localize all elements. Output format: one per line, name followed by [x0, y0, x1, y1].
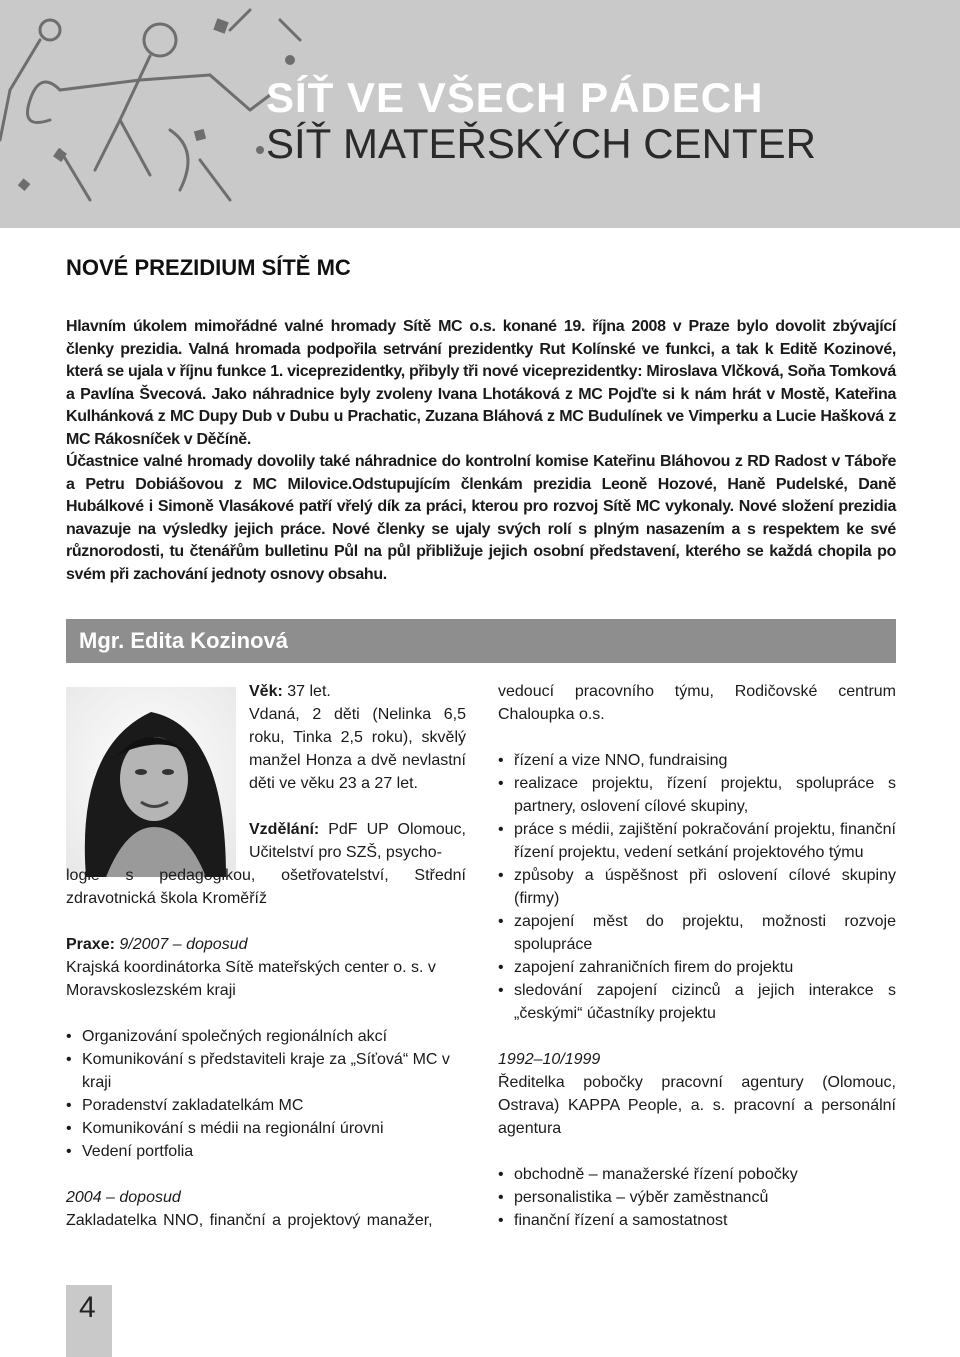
- spacer: [498, 1140, 896, 1163]
- intro-paragraph: Hlavním úkolem mimořádné valné hromady Sítě MC o.s. konané 19. října 2008 v Praze bylo dovolit zbývající členky prezidia. Valná hromada podpořila setrvání prezidentky Rut Kolínské ve funkci, a tak k Editě Kozinové, která se ujala v říjnu funkce 1. viceprezidentky, přibyly tři nové viceprezidentky: Miroslava Vlčková, Soňa Tomková a Pavlína Švecová. Jako náhradnice byly zvoleny Ivana Lhotáková z MC Pojďte si k nám hrát v Mostě, Kateřina Kulhánková z MC Dupy Dub v Dubu u Prachatic, Zuzana Bláhová z MC Budulínek ve Vimperku a Lucie Hašková z MC Rákosníček v Děčíně.: [66, 318, 896, 448]
- praxe-heading: [66, 933, 466, 956]
- section-title: NOVÉ PREZIDIUM SÍTĚ MC: [66, 255, 351, 280]
- list-item: • finanční řízení a samostatnost: [498, 1209, 896, 1232]
- praxe-role: Krajská koordinátorka Sítě mateřských center o. s. v Moravskoslezském kraji: [66, 959, 436, 999]
- spacer: [66, 795, 466, 818]
- education-rest: logie s pedagogikou, ošetřovatelství, Střední zdravotnická škola Kroměříž: [66, 867, 466, 907]
- page-number: 4: [79, 1291, 96, 1324]
- praxe-period: 9/2007 – doposud: [114, 936, 248, 953]
- list-item: • zapojení zahraničních firem do projektu: [498, 956, 896, 979]
- list-item: • Vedení portfolia: [66, 1140, 466, 1163]
- spacer: [498, 1025, 896, 1048]
- list-item: • práce s médii, zajištění pokračování projektu, finanční řízení projektu, vedení setkání projektového týmu: [498, 818, 896, 864]
- spacer: [66, 910, 466, 933]
- age-value: 37 let.: [282, 683, 331, 700]
- role-3-list: [498, 1163, 896, 1232]
- header-title-line1: SÍŤ VE VŠECH PÁDECH: [266, 74, 764, 121]
- list-item: • obchodně – manažerské řízení pobočky: [498, 1163, 896, 1186]
- list-item: • realizace projektu, řízení projektu, spolupráce s partnery, oslovení cílové skupiny,: [498, 772, 896, 818]
- intro-text: [66, 316, 896, 586]
- profile-right-column: [498, 680, 896, 1232]
- list-item: • Organizování společných regionálních akcí: [66, 1025, 466, 1048]
- header-title-line2: SÍŤ MATEŘSKÝCH CENTER: [266, 120, 816, 167]
- period-2: 2004 – doposud: [66, 1189, 181, 1206]
- education-label: Vzdělání:: [249, 821, 320, 838]
- header-band: [0, 0, 960, 228]
- list-item: • způsoby a úspěšnost při oslovení cílové skupiny (firmy): [498, 864, 896, 910]
- age-block: [249, 680, 466, 703]
- list-item: • Poradenství zakladatelkám MC: [66, 1094, 466, 1117]
- profile-left-column: [66, 680, 466, 1232]
- list-item: • řízení a vize NNO, fundraising: [498, 749, 896, 772]
- role-3: Ředitelka pobočky pracovní agentury (Olomouc, Ostrava) KAPPA People, a. s. pracovní a personální agentura: [498, 1074, 896, 1137]
- list-item: • zapojení měst do projektu, možnosti rozvoje spolupráce: [498, 910, 896, 956]
- spacer: [66, 1002, 466, 1025]
- family-text: Vdaná, 2 děti (Nelinka 6,5 roku, Tinka 2,5 roku), skvělý manžel Honza a dvě nevlastní děti ve věku 23 a 27 let.: [249, 706, 466, 792]
- list-item: • personalistika – výběr zaměstnanců: [498, 1186, 896, 1209]
- role-2-first: Zakladatelka NNO, finanční a projektový manažer,: [66, 1212, 433, 1229]
- list-item: • Komunikování s médii na regionální úrovni: [66, 1117, 466, 1140]
- spacer: [66, 1163, 466, 1186]
- list-item: • Komunikování s představiteli kraje za „Síťová“ MC v kraji: [66, 1048, 466, 1094]
- role-2-rest: vedoucí pracovního týmu, Rodičovské centrum Chaloupka o.s.: [498, 683, 896, 723]
- education-block: [249, 818, 466, 864]
- spacer: [498, 726, 896, 749]
- praxe-label: Praxe:: [66, 936, 115, 953]
- education-first: PdF UP Olomouc, Učitelství pro SZŠ, psycho-: [249, 821, 466, 861]
- page-number-box: [66, 1285, 112, 1357]
- period-3: 1992–10/1999: [498, 1051, 601, 1068]
- list-item: • sledování zapojení cizinců a jejich interakce s „českými“ účastníky projektu: [498, 979, 896, 1025]
- profile-name: Mgr. Edita Kozinová: [79, 628, 289, 653]
- praxe-list: [66, 1025, 466, 1163]
- role-2-list: [498, 749, 896, 1025]
- age-label: Věk:: [249, 683, 283, 700]
- intro-paragraph: Účastnice valné hromady dovolily také náhradnice do kontrolní komise Kateřinu Bláhovou z RD Radost v Táboře a Petru Dobiášovou z MC Milovice.Odstupujícím členkám prezidia Leoně Hozové, Haně Pudelské, Daně Hubálkové i Simoně Vlasákové patří vřelý dík za práci, kterou pro rozvoj Sítě MC vykonaly. Nové složení prezidia navazuje na výsledky jejich práce. Nové členky se ujaly svých rolí s plným nasazením a s respektem ke své různorodosti, tu čtenářům bulletinu Půl na půl přibližuje jejich osobní představení, kterého se každá chopila po svém při zachování jednoty osnovy obsahu.: [66, 453, 896, 583]
- profile-name-bar: [66, 619, 896, 663]
